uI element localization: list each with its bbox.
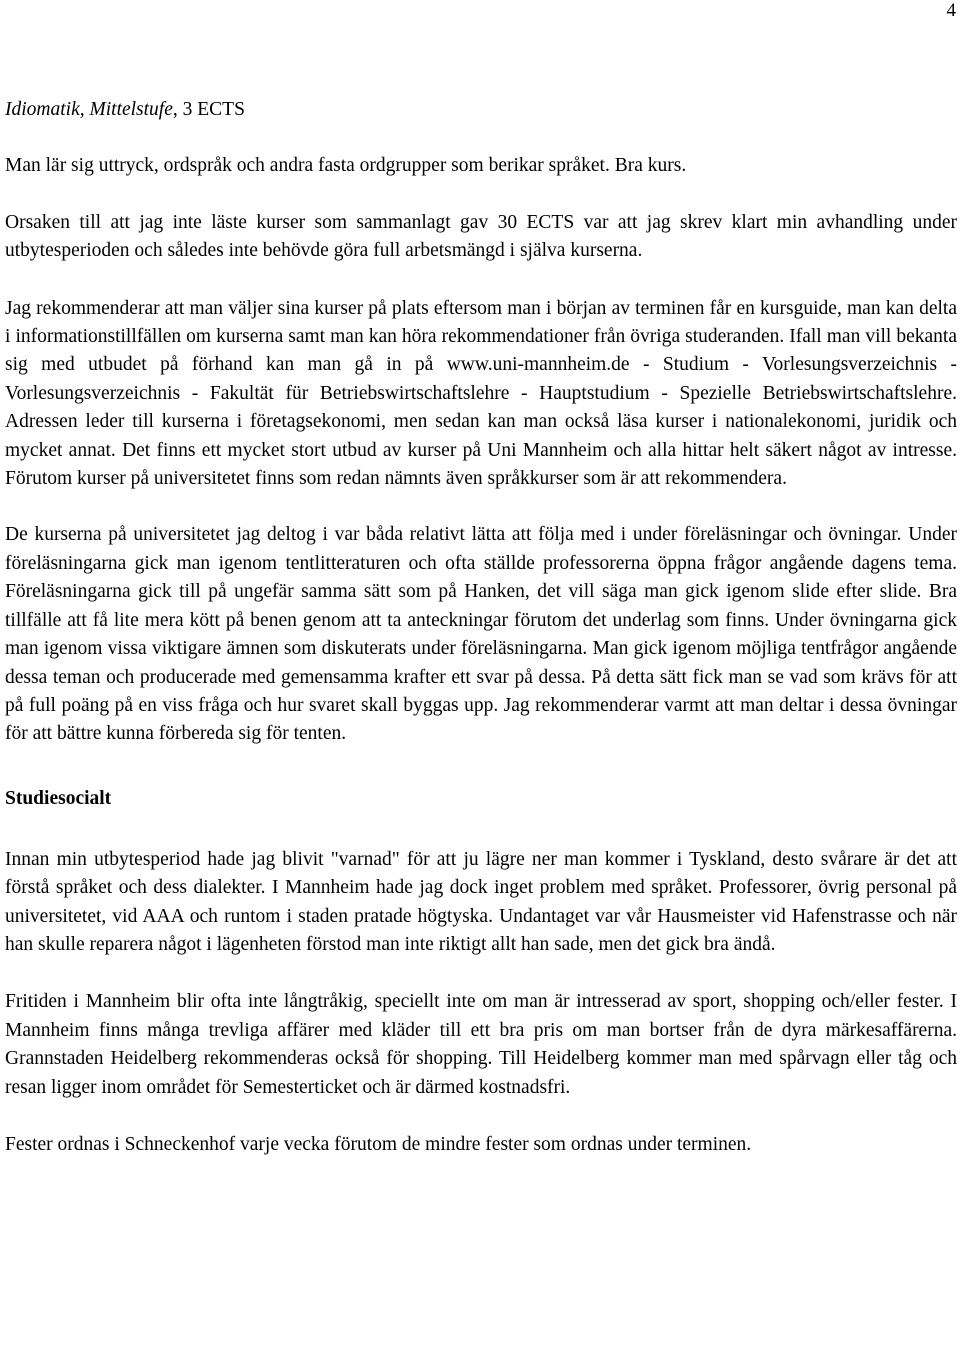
course-title: Idiomatik, Mittelstufe: [5, 99, 173, 120]
paragraph-lectures: De kurserna på universitetet jag deltog i var båda relativt lätta att följa med i under föreläsningar och övningar. Under föreläsningarna gick man igenom tentlitteraturen och ofta ställde professorerna öppna frågor angående dagens tema. Föreläsningarna gick till på ungefär samma sätt som på Hanken, det vill säga man gick igenom slide efter slide. Bra tillfälle att få lite mera kött på benen genom att ta anteckningar förutom det underlag som finns. Under övningarna gick man igenom vissa viktigare ämnen som diskuterats under föreläsningarna. Man gick igenom möjliga tentfrågor angående dessa teman och producerade med gemensamma krafter ett svar på dessa. På detta sätt fick man se vad som krävs för att på full poäng på en viss fråga och hur svaret skall byggas upp. Jag rekommenderar varmt att man deltar i dessa övningar för att bättre kunna förbereda sig för tenten.: [5, 524, 957, 745]
section-heading: Studiesocialt: [5, 787, 112, 809]
paragraph-recommendation: Jag rekommenderar att man väljer sina kurser på plats eftersom man i början av terminen får en kursguide, man kan delta i informationstillfällen om kurserna samt man kan höra rekommendationer från övriga studeranden. Ifall man vill bekanta sig med utbudet på förhand kan man gå in på www.uni-mannheim.de - Studium - Vorlesungsverzeichnis - Vorlesungsverzeichnis - Fakultät für Betriebswirtschaftslehre - Hauptstudium - Spezielle Betriebswirtschaftslehre. Adressen leder till kurserna i företagsekonomi, men sedan kan man också läsa kurser i nationalekonomi, juridik och mycket annat. Det finns ett mycket stort utbud av kurser på Uni Mannheim och alla hittar helt säkert något av intresse. Förutom kurser på universitetet finns som redan nämnts även språkkurser som är att rekommendera.: [5, 297, 957, 490]
document-body: [5, 96, 957, 1159]
course-description: Man lär sig uttryck, ordspråk och andra fasta ordgrupper som berikar språket. Bra kurs.: [5, 155, 687, 177]
paragraph-language: Innan min utbytesperiod hade jag blivit "varnad" för att ju lägre ner man kommer i Tyskland, desto svårare är det att förstå språket och dess dialekter. I Mannheim hade jag dock inget problem med språket. Professorer, övrig personal på universitetet, vid AAA och runtom i staden pratade högtyska. Undantaget var vår Hausmeister vid Hafenstrasse och när han skulle reparera något i lägenheten förstod man inte riktigt allt han sade, men det gick bra ändå.: [5, 848, 957, 955]
paragraph-reason: Orsaken till att jag inte läste kurser som sammanlagt gav 30 ECTS var att jag skrev klart min avhandling under utbytesperioden och således inte behövde göra full arbetsmängd i själva kurserna.: [5, 211, 957, 262]
page-number: 4: [946, 0, 956, 21]
paragraph-parties: Fester ordnas i Schneckenhof varje vecka förutom de mindre fester som ordnas under terminen.: [5, 1133, 752, 1155]
course-heading: [5, 96, 957, 124]
course-credits: , 3 ECTS: [172, 99, 245, 120]
paragraph-leisure: Fritiden i Mannheim blir ofta inte långtråkig, speciellt inte om man är intresserad av sport, shopping och/eller fester. I Mannheim finns många trevliga affärer med kläder till ett bra pris om man bortser från de dyra märkesaffärerna. Grannstaden Heidelberg rekommenderas också för shopping. Till Heidelberg kommer man med spårvagn eller tåg och resan ligger inom området för Semesterticket och är därmed kostnadsfri.: [5, 991, 957, 1098]
